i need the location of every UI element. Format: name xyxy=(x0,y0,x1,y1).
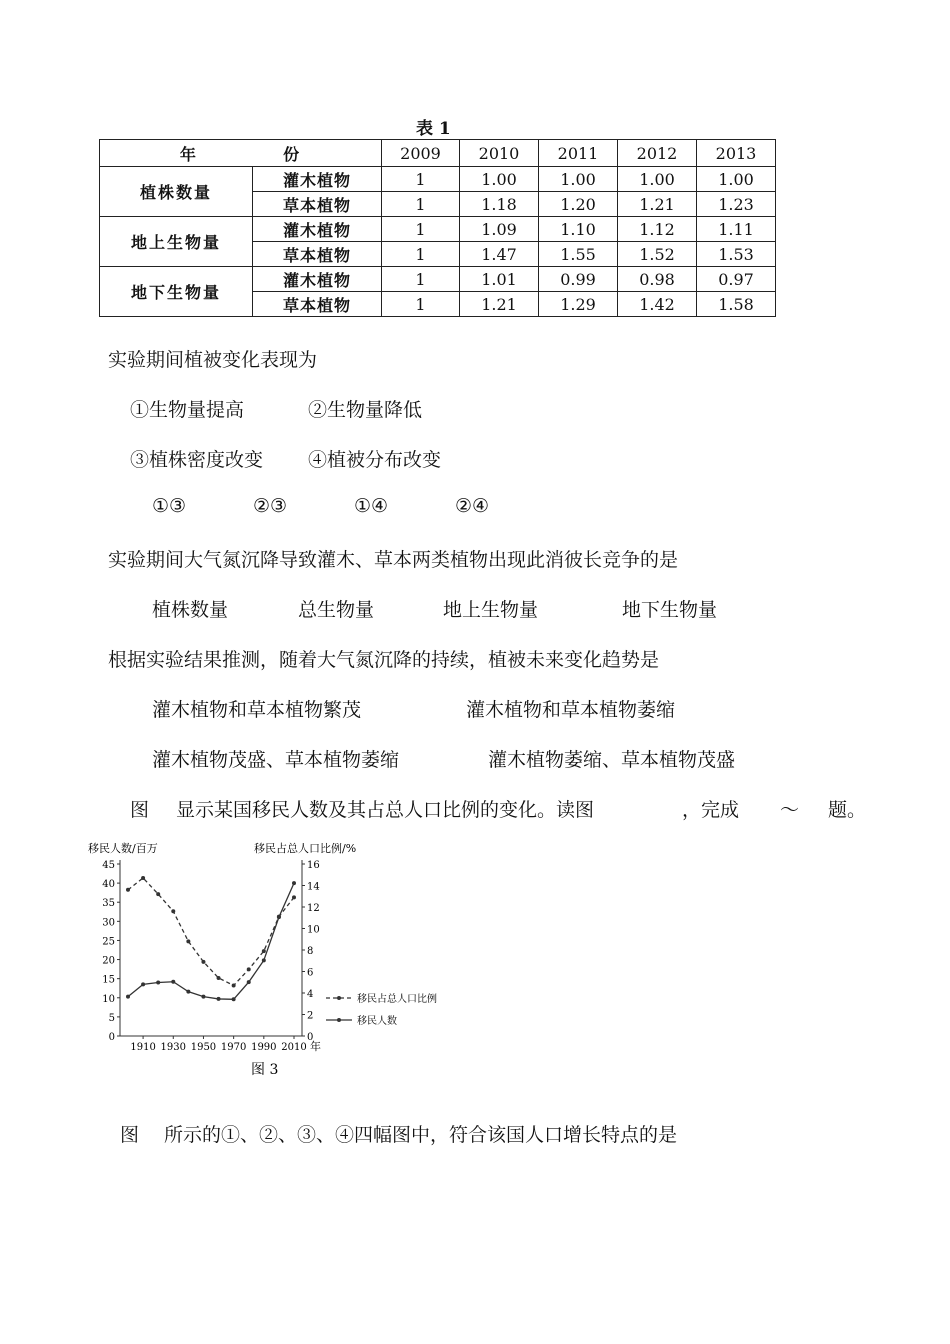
y-right-tick-label: 4 xyxy=(307,989,314,1000)
table-cell: 1 xyxy=(382,292,460,317)
data-point xyxy=(156,892,160,896)
data-point xyxy=(141,876,145,880)
data-point xyxy=(217,976,221,980)
table-cell: 1.42 xyxy=(618,292,697,317)
header-year-label: 年 xyxy=(179,144,198,164)
header-year xyxy=(100,140,382,167)
table-cell: 1.00 xyxy=(539,167,618,192)
series-line-1 xyxy=(128,883,294,999)
data-point xyxy=(292,895,296,899)
plant-name: 草本植物 xyxy=(253,192,382,217)
q1-choice-a[interactable]: ①③ xyxy=(152,495,187,517)
table-cell: 1.58 xyxy=(697,292,776,317)
table-cell: 1.01 xyxy=(460,267,539,292)
table-cell: 1.23 xyxy=(697,192,776,217)
intro-part-4: ～ xyxy=(780,799,800,821)
table-cell: 1.00 xyxy=(460,167,539,192)
q2-choice-c[interactable]: 地上生物量 xyxy=(443,599,539,621)
q2-stem: 实验期间大气氮沉降导致灌木、草本两类植物出现此消彼长竞争的是 xyxy=(108,549,679,571)
legend-marker xyxy=(337,996,341,1000)
series-line-0 xyxy=(128,878,294,986)
q1-choice-c[interactable]: ①④ xyxy=(354,495,389,517)
q3-stem: 根据实验结果推测，随着大气氮沉降的持续，植被未来变化趋势是 xyxy=(108,649,660,671)
data-point xyxy=(141,982,145,986)
intro-part-1: 图 xyxy=(130,799,150,821)
q1-statement-3: ③植株密度改变 xyxy=(130,449,264,471)
q3-choice-b[interactable]: 灌木植物和草本植物萎缩 xyxy=(466,699,676,721)
q4-part-1: 图 xyxy=(120,1124,140,1146)
data-point xyxy=(201,960,205,964)
table-cell: 1.21 xyxy=(460,292,539,317)
data-point xyxy=(186,939,190,943)
legend-label: 移民人数 xyxy=(357,1016,397,1027)
plant-name: 灌木植物 xyxy=(253,217,382,242)
q3-choice-c[interactable]: 灌木植物茂盛、草本植物萎缩 xyxy=(152,749,400,771)
plant-name: 灌木植物 xyxy=(253,267,382,292)
header-cell: 2012 xyxy=(618,140,697,167)
q1-stem: 实验期间植被变化表现为 xyxy=(108,349,318,371)
header-year-label2: 份 xyxy=(283,144,302,164)
table-cell: 1.00 xyxy=(618,167,697,192)
intro-part-2: 显示某国移民人数及其占总人口比例的变化。读图 xyxy=(176,799,595,821)
table-cell: 0.99 xyxy=(539,267,618,292)
q1-choice-b[interactable]: ②③ xyxy=(253,495,288,517)
q1-statement-4: ④植被分布改变 xyxy=(308,449,442,471)
table-cell: 1.12 xyxy=(618,217,697,242)
q3-choice-d[interactable]: 灌木植物萎缩、草本植物茂盛 xyxy=(488,749,736,771)
data-point xyxy=(262,949,266,953)
table-cell: 1 xyxy=(382,242,460,267)
legend-label: 移民占总人口比例 xyxy=(357,994,437,1005)
data-point xyxy=(232,983,236,987)
table-row xyxy=(100,167,776,192)
y-right-tick-label: 10 xyxy=(307,924,320,936)
table-cell: 1 xyxy=(382,192,460,217)
q3-choice-a[interactable]: 灌木植物和草本植物繁茂 xyxy=(152,699,362,721)
plant-name: 草本植物 xyxy=(253,242,382,267)
data-point xyxy=(217,997,221,1001)
table-cell: 1.21 xyxy=(618,192,697,217)
group-name: 地上生物量 xyxy=(100,217,253,267)
y-left-tick-label: 10 xyxy=(102,993,115,1005)
table-cell: 1.52 xyxy=(618,242,697,267)
data-point xyxy=(186,990,190,994)
table-cell: 1.18 xyxy=(460,192,539,217)
table-cell: 1.47 xyxy=(460,242,539,267)
table-cell: 1.20 xyxy=(539,192,618,217)
table-cell: 1.10 xyxy=(539,217,618,242)
q1-choice-d[interactable]: ②④ xyxy=(455,495,490,517)
table-cell: 1.00 xyxy=(697,167,776,192)
q2-choice-d[interactable]: 地下生物量 xyxy=(622,599,718,621)
data-point xyxy=(171,909,175,913)
y-left-tick-label: 0 xyxy=(108,1032,115,1043)
table-row xyxy=(100,267,776,292)
q1-statement-2: ②生物量降低 xyxy=(308,399,423,421)
data-table xyxy=(99,139,776,317)
header-cell: 2009 xyxy=(382,140,460,167)
y-axis-right-label: 移民占总人口比例/% xyxy=(254,842,357,855)
y-left-tick-label: 40 xyxy=(102,879,115,891)
data-point xyxy=(247,967,251,971)
y-right-tick-label: 14 xyxy=(307,881,320,893)
data-point xyxy=(232,997,236,1001)
y-axis-left-label: 移民人数/百万 xyxy=(88,842,158,855)
table-header-row xyxy=(100,140,776,167)
table-cell: 1.53 xyxy=(697,242,776,267)
q1-statement-1: ①生物量提高 xyxy=(130,399,245,421)
header-cell: 2013 xyxy=(697,140,776,167)
q2-choice-a[interactable]: 植株数量 xyxy=(152,599,229,621)
migration-chart xyxy=(86,838,466,1084)
y-left-tick-label: 45 xyxy=(102,860,115,871)
table-title: 表 1 xyxy=(416,119,451,139)
y-right-tick-label: 0 xyxy=(307,1032,314,1043)
y-right-tick-label: 2 xyxy=(307,1010,314,1022)
y-left-tick-label: 15 xyxy=(102,974,115,986)
q4-part-2: 所示的①、②、③、④四幅图中，符合该国人口增长特点的是 xyxy=(164,1124,678,1146)
y-right-tick-label: 6 xyxy=(307,967,314,979)
x-tick-label: 1930 xyxy=(160,1042,186,1053)
data-point xyxy=(277,915,281,919)
y-right-tick-label: 16 xyxy=(307,860,320,871)
data-point xyxy=(201,995,205,999)
table-cell: 0.98 xyxy=(618,267,697,292)
data-point xyxy=(247,980,251,984)
header-cell: 2010 xyxy=(460,140,539,167)
intro-part-5: 题。 xyxy=(828,799,867,821)
group-name: 植株数量 xyxy=(100,167,253,217)
x-tick-label: 2010 xyxy=(281,1042,307,1053)
y-right-tick-label: 8 xyxy=(307,946,314,957)
y-left-tick-label: 30 xyxy=(102,917,115,929)
q2-choice-b[interactable]: 总生物量 xyxy=(298,599,375,621)
data-point xyxy=(171,980,175,984)
table-cell: 1 xyxy=(382,167,460,192)
group-name: 地下生物量 xyxy=(100,267,253,317)
data-point xyxy=(262,958,266,962)
data-point xyxy=(292,881,296,885)
data-point xyxy=(126,888,130,892)
plant-name: 草本植物 xyxy=(253,292,382,317)
y-left-tick-label: 20 xyxy=(102,955,115,967)
intro-part-3: ，完成 xyxy=(682,799,740,821)
table-cell: 1.29 xyxy=(539,292,618,317)
table-cell: 1.11 xyxy=(697,217,776,242)
y-left-tick-label: 25 xyxy=(102,936,115,948)
x-axis-unit: 年 xyxy=(310,1040,321,1053)
x-tick-label: 1970 xyxy=(220,1042,247,1053)
plant-name: 灌木植物 xyxy=(253,167,382,192)
legend-marker xyxy=(337,1018,341,1022)
table-cell: 1 xyxy=(382,267,460,292)
table-cell: 0.97 xyxy=(697,267,776,292)
table-row xyxy=(100,217,776,242)
data-point xyxy=(126,995,130,999)
y-left-tick-label: 5 xyxy=(108,1012,115,1024)
table-cell: 1.09 xyxy=(460,217,539,242)
chart-caption: 图 3 xyxy=(251,1062,279,1078)
x-tick-label: 1950 xyxy=(190,1042,217,1053)
x-tick-label: 1990 xyxy=(251,1042,277,1053)
table-cell: 1 xyxy=(382,217,460,242)
y-left-tick-label: 35 xyxy=(102,898,115,910)
table-cell: 1.55 xyxy=(539,242,618,267)
y-right-tick-label: 12 xyxy=(307,903,320,914)
data-point xyxy=(156,980,160,984)
x-tick-label: 1910 xyxy=(130,1042,156,1053)
header-cell: 2011 xyxy=(539,140,618,167)
